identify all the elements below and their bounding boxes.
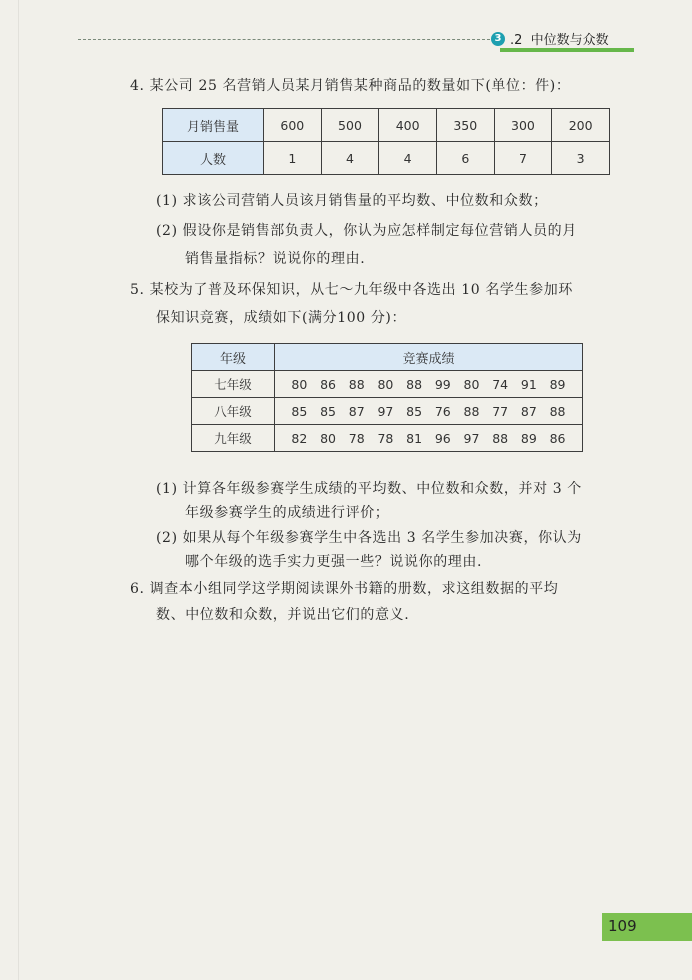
score-value: 85 xyxy=(406,403,423,419)
q6-line1: 6. 调查本小组同学这学期阅读课外书籍的册数，求这组数据的平均 xyxy=(130,581,559,597)
q5-subquestion-1-line2: 年级参赛学生的成绩进行评价； xyxy=(185,505,390,521)
q5-stem-line2: 保知识竞赛，成绩如下(满分100 分)： xyxy=(156,310,407,326)
table-row xyxy=(192,344,583,371)
table-row xyxy=(192,371,583,398)
score-value: 91 xyxy=(520,376,537,392)
table-header-cell: 竞赛成绩 xyxy=(275,344,583,371)
score-value: 86 xyxy=(549,430,566,446)
q5-subquestion-2-line2: 哪个年级的选手实力更强一些？说说你的理由. xyxy=(185,554,483,570)
table-cell: 350 xyxy=(436,109,494,142)
score-value: 77 xyxy=(492,403,509,419)
header-dashed-rule xyxy=(78,39,490,40)
score-value: 97 xyxy=(377,403,394,419)
section-title: .2 中位数与众数 xyxy=(510,33,609,48)
scores-cell xyxy=(275,425,583,452)
table-row xyxy=(163,109,610,142)
score-value: 78 xyxy=(377,430,394,446)
table-cell: 400 xyxy=(379,109,437,142)
table-row xyxy=(192,425,583,452)
score-value: 74 xyxy=(492,376,509,392)
table-cell: 4 xyxy=(321,142,379,175)
score-value: 89 xyxy=(520,430,537,446)
q5-subquestion-1-line1: (1) 计算各年级参赛学生成绩的平均数、中位数和众数，并对 3 个 xyxy=(156,481,582,497)
table-cell: 1 xyxy=(264,142,322,175)
grade-cell: 八年级 xyxy=(192,398,275,425)
score-value: 76 xyxy=(434,403,451,419)
score-value: 87 xyxy=(348,403,365,419)
q5-stem-line1: 5. 某校为了普及环保知识，从七～九年级中各选出 10 名学生参加环 xyxy=(130,282,573,298)
q5-scores-table xyxy=(191,343,583,452)
score-value: 88 xyxy=(492,430,509,446)
grade-cell: 七年级 xyxy=(192,371,275,398)
table-cell: 300 xyxy=(494,109,552,142)
score-value: 82 xyxy=(291,430,308,446)
score-value: 88 xyxy=(348,376,365,392)
score-value: 85 xyxy=(320,403,336,419)
table-header-cell: 人数 xyxy=(163,142,264,175)
table-cell: 7 xyxy=(494,142,552,175)
q4-stem: 4. 某公司 25 名营销人员某月销售某种商品的数量如下(单位：件)： xyxy=(130,78,571,94)
q4-subquestion-2-line2: 销售量指标？说说你的理由. xyxy=(185,251,366,267)
score-value: 81 xyxy=(406,430,423,446)
scores-cell xyxy=(275,398,583,425)
table-header-cell: 年级 xyxy=(192,344,275,371)
score-value: 88 xyxy=(549,403,566,419)
table-cell: 6 xyxy=(436,142,494,175)
score-value: 97 xyxy=(463,430,480,446)
table-row xyxy=(192,398,583,425)
scores-cell xyxy=(275,371,583,398)
section-number-badge: 3 xyxy=(491,32,505,46)
q4-sales-table xyxy=(162,108,610,175)
score-value: 80 xyxy=(320,430,336,446)
binding-margin-line xyxy=(18,0,19,980)
score-value: 89 xyxy=(549,376,566,392)
table-cell: 200 xyxy=(552,109,610,142)
score-value: 87 xyxy=(520,403,537,419)
table-row xyxy=(163,142,610,175)
q4-subquestion-1: (1) 求该公司营销人员该月销售量的平均数、中位数和众数； xyxy=(156,193,548,209)
table-cell: 4 xyxy=(379,142,437,175)
score-value: 85 xyxy=(291,403,308,419)
table-cell: 3 xyxy=(552,142,610,175)
page-number: 109 xyxy=(608,917,637,935)
score-value: 80 xyxy=(291,376,308,392)
grade-cell: 九年级 xyxy=(192,425,275,452)
table-cell: 600 xyxy=(264,109,322,142)
score-value: 86 xyxy=(320,376,336,392)
table-header-cell: 月销售量 xyxy=(163,109,264,142)
q5-subquestion-2-line1: (2) 如果从每个年级参赛学生中各选出 3 名学生参加决赛，你认为 xyxy=(156,530,582,546)
score-value: 99 xyxy=(434,376,451,392)
score-value: 96 xyxy=(434,430,451,446)
q6-line2: 数、中位数和众数，并说出它们的意义. xyxy=(156,607,410,623)
table-cell: 500 xyxy=(321,109,379,142)
score-value: 78 xyxy=(348,430,365,446)
score-value: 88 xyxy=(463,403,480,419)
score-value: 80 xyxy=(463,376,480,392)
score-value: 80 xyxy=(377,376,394,392)
q4-subquestion-2-line1: (2) 假设你是销售部负责人，你认为应怎样制定每位营销人员的月 xyxy=(156,223,577,239)
score-value: 88 xyxy=(406,376,423,392)
